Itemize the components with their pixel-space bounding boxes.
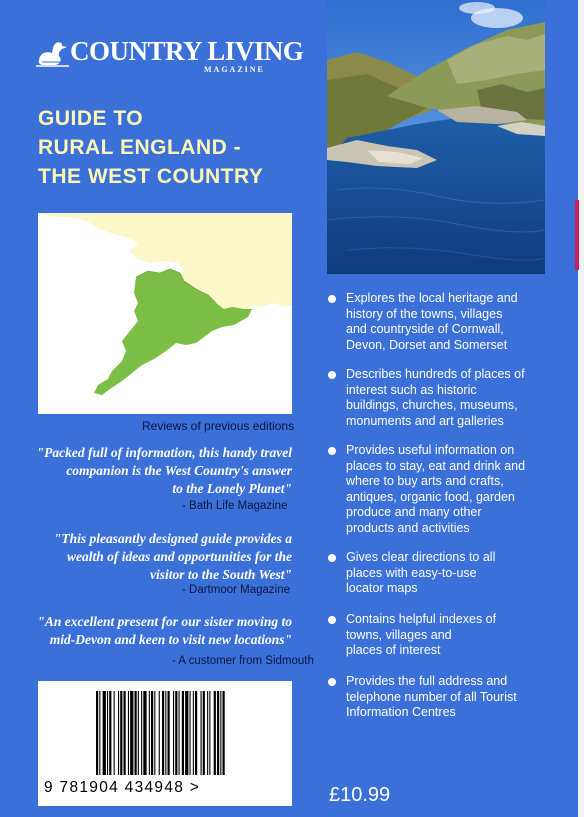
review-quote [36, 530, 292, 584]
feature-line: Contains helpful indexes of [346, 612, 497, 626]
barcode-bar [107, 691, 108, 775]
barcode-bar [135, 691, 137, 775]
barcode-bar [203, 691, 205, 775]
barcode-bar [128, 691, 129, 775]
review-source: - Dartmoor Magazine [182, 584, 291, 596]
price: £10.99 [329, 784, 391, 806]
feature-line: telephone number of all Tourist [346, 689, 517, 704]
barcode-bar [99, 691, 100, 775]
review-quote [36, 444, 292, 498]
title-line: GUIDE TO [38, 107, 144, 130]
quote-line: mid-Devon and keen to visit new locations" [49, 632, 292, 647]
feature-line: locator maps [346, 581, 418, 595]
quote-line: "An excellent present for our sister moving to [37, 614, 292, 629]
brand-name: COUNTRY LIVING [70, 36, 304, 66]
feature-line: Provides the full address and [346, 674, 508, 688]
barcode-bar [159, 691, 160, 775]
barcode-bar [179, 691, 180, 775]
barcode-bar [185, 691, 188, 775]
barcode-bar [120, 691, 122, 775]
barcode-bar [130, 691, 133, 775]
barcode-bar [165, 691, 166, 775]
feature-line: places to stay, eat and drink and [346, 458, 526, 473]
feature-line: produce and many other [346, 505, 482, 519]
feature-line: where to buy arts and crafts, [346, 474, 504, 488]
quote-line: wealth of ideas and opportunities for the [66, 549, 292, 564]
barcode-bar [220, 691, 221, 775]
barcode-bar [175, 691, 177, 775]
barcode-bar [138, 691, 139, 775]
moorland-river-image [327, 0, 545, 274]
feature-line: Information Centres [346, 705, 456, 719]
barcode-bar [207, 691, 208, 775]
review-source: - Bath Life Magazine [182, 500, 288, 512]
feature-text [346, 550, 571, 597]
feature-line: and countryside of Cornwall, [346, 322, 504, 336]
bullet-icon [328, 616, 336, 624]
barcode-bar [114, 691, 115, 775]
barcode-bar [154, 691, 155, 775]
book-title [38, 104, 263, 191]
barcode-bar [195, 691, 197, 775]
feature-line: Gives clear directions to all [346, 550, 496, 564]
quote-line: "Packed full of information, this handy travel [36, 445, 292, 460]
barcode-bars [38, 681, 292, 781]
barcode-bar [103, 691, 106, 775]
west-country-map-graphic [38, 213, 292, 414]
bullet-icon [328, 447, 336, 455]
barcode-bar [173, 691, 174, 775]
feature-line: Provides useful information on [346, 443, 515, 457]
barcode-bar [182, 691, 184, 775]
feature-line: places of interest [346, 643, 441, 657]
feature-line: buildings, churches, museums, [346, 398, 518, 412]
duck-logo-icon [36, 38, 70, 68]
barcode-bar [201, 691, 202, 775]
barcode-bar [143, 691, 146, 775]
barcode-digits: 9 781904 434948 > [44, 779, 201, 796]
barcode-bar [141, 691, 142, 775]
quote-line: to the Lonely Planet" [172, 481, 292, 496]
bullet-icon [328, 295, 336, 303]
quote-line: visitor to the South West" [149, 567, 292, 582]
feature-text [346, 291, 571, 353]
barcode-bar [190, 691, 191, 775]
feature-line: history of the towns, villages [346, 306, 503, 321]
barcode-bar [168, 691, 170, 775]
feature-line: interest such as historic [346, 382, 477, 397]
barcode-bar [151, 691, 153, 775]
barcode-bar [109, 691, 111, 775]
bullet-icon [328, 554, 336, 562]
feature-line: monuments and art galleries [346, 413, 504, 428]
feature-line: Describes hundreds of places of [346, 367, 525, 381]
feature-line: places with easy-to-use [346, 565, 477, 580]
page-edge [578, 0, 584, 817]
feature-line: Devon, Dorset and Somerset [346, 337, 508, 352]
feature-text [346, 367, 571, 429]
title-line: RURAL ENGLAND - [38, 136, 242, 159]
quote-line: "This pleasantly designed guide provides a [53, 531, 292, 546]
feature-text [346, 674, 571, 721]
quote-line: companion is the West Country's answer [66, 463, 292, 478]
review-source: - A customer from Sidmouth [172, 655, 314, 667]
barcode-bar [193, 691, 194, 775]
brand-magazine-label: MAGAZINE [204, 65, 265, 74]
feature-line: products and activities [346, 520, 470, 535]
reviews-heading: Reviews of previous editions [142, 419, 295, 433]
barcode-bar [118, 691, 119, 775]
barcode-bar [96, 691, 98, 775]
country-living-logo [36, 34, 304, 84]
barcode-bar [124, 691, 126, 775]
barcode-bar [223, 691, 225, 775]
review-quote [36, 613, 292, 649]
title-line: THE WEST COUNTRY [38, 165, 264, 188]
feature-text [346, 443, 571, 536]
barcode-bar [217, 691, 219, 775]
cover-photo-river [327, 0, 545, 274]
feature-text [346, 612, 571, 659]
barcode-bar [149, 691, 150, 775]
barcode [38, 681, 292, 806]
region-map [38, 213, 292, 414]
barcode-bar [162, 691, 164, 775]
spine-tab [575, 200, 579, 270]
barcode-bar [209, 691, 210, 775]
barcode-bar [214, 691, 216, 775]
bullet-icon [328, 371, 336, 379]
feature-line: towns, villages and [346, 627, 452, 642]
bullet-icon [328, 678, 336, 686]
feature-line: Explores the local heritage and [346, 291, 518, 305]
feature-line: antiques, organic food, garden [346, 489, 515, 504]
